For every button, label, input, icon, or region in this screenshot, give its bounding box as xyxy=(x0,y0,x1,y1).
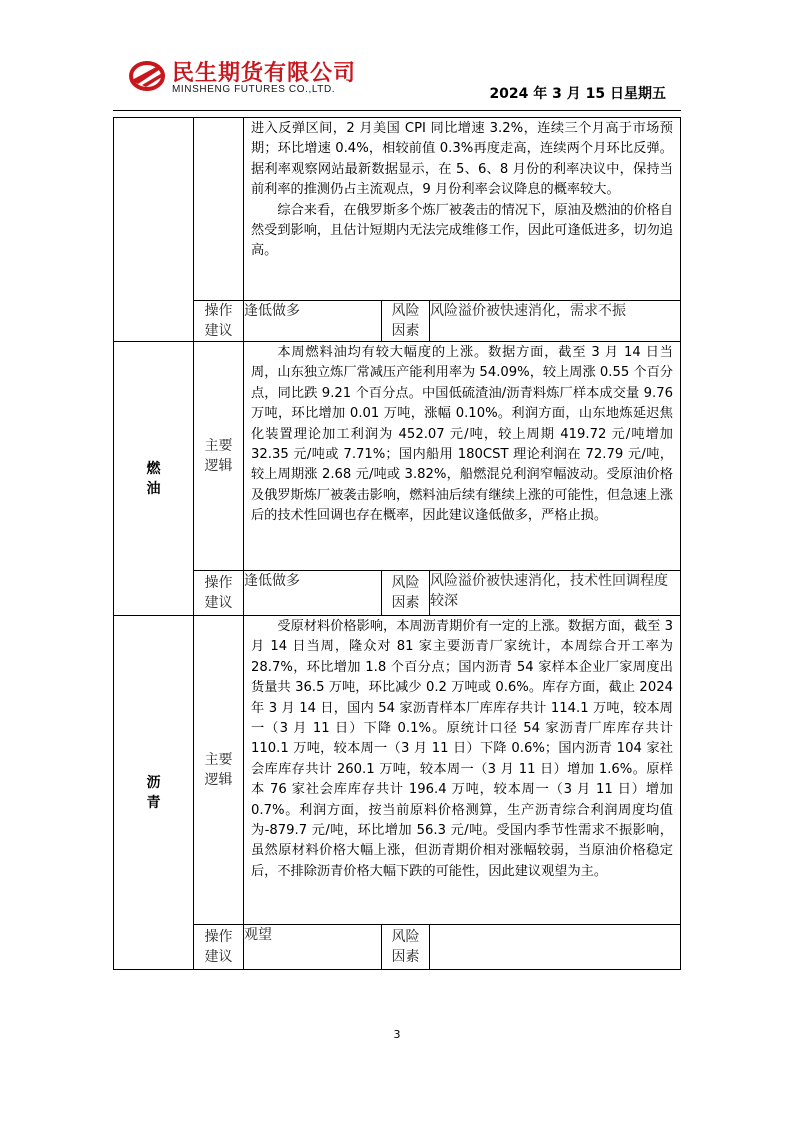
operation-label-line: 建议 xyxy=(204,949,233,965)
risk-value xyxy=(430,925,681,970)
strategy-table xyxy=(113,117,681,970)
logic-content-cell xyxy=(244,616,681,925)
logic-label-cell xyxy=(194,342,244,571)
section-name-line: 燃 xyxy=(146,460,161,477)
risk-label-line: 风险 xyxy=(391,303,420,319)
risk-label-cell xyxy=(382,571,430,616)
logic-paragraph: 综合来看，在俄罗斯多个炼厂被袭击的情况下，原油及燃油的价格自然受到影响，且估计短期内无法完成维修工作，因此可逢低进多，切勿追高。 xyxy=(251,202,674,259)
operation-label-cell xyxy=(194,571,244,616)
company-logo xyxy=(128,56,368,104)
section-name-cell xyxy=(114,342,194,616)
logic-label-line: 逻辑 xyxy=(204,458,233,474)
operation-value: 观望 xyxy=(244,925,382,970)
logic-content-cell xyxy=(244,118,681,301)
logic-text xyxy=(244,616,680,882)
risk-value: 风险溢价被快速消化，技术性回调程度较深 xyxy=(430,571,681,616)
logic-label-line: 主要 xyxy=(204,438,233,454)
operation-label-line: 操作 xyxy=(204,929,233,945)
section-name-cell xyxy=(114,616,194,970)
logic-paragraph: 本周燃料油均有较大幅度的上涨。数据方面，截至 3 月 14 日当周，山东独立炼厂常减压产能利用率为 54.09%，较上周涨 0.55 个百分点，同比跌 9.21 个百分点。中国低硫渣油/沥青料炼厂样本成交量 9.76 万吨，环比增加 0.01 万吨，涨幅 0.10%。利润方面，山东地炼延迟焦化装置理论加工利润为 452.07 元/吨，较上周期 419.72 元/吨增加 32.35 元/吨或 7.71%；国内船用 180CST 理论利润在 72.79 元/吨，较上周期涨 2.68 元/吨或 3.82%，船燃混兑利润窄幅波动。受原油价格及俄罗斯炼厂被袭击影响，燃料油后续有继续上涨的可能性，但急速上涨后的技术性回调也存在概率，因此建议逢低做多，严格止损。 xyxy=(251,345,673,524)
logic-label-line: 逻辑 xyxy=(204,772,233,788)
logic-text xyxy=(244,342,680,527)
table-row xyxy=(114,571,681,616)
operation-label-line: 操作 xyxy=(204,303,233,319)
risk-label-line: 因素 xyxy=(391,323,420,339)
logic-text xyxy=(244,118,680,262)
report-date: 2024 年 3 月 15 日星期五 xyxy=(489,86,666,102)
table-row xyxy=(114,118,681,301)
section-name-line: 油 xyxy=(146,480,161,497)
risk-label-line: 风险 xyxy=(391,929,420,945)
minsheng-logo-icon xyxy=(128,58,166,92)
logic-label-line: 主要 xyxy=(204,752,233,768)
table-row xyxy=(114,616,681,925)
operation-label-cell xyxy=(194,301,244,342)
table-row xyxy=(114,301,681,342)
logo-english-name: MINSHENG FUTURES CO.,LTD. xyxy=(172,84,336,95)
risk-label-line: 因素 xyxy=(391,949,420,965)
logic-paragraph: 受原材料价格影响，本周沥青期价有一定的上涨。数据方面，截至 3 月 14 日当周，隆众对 81 家主要沥青厂家统计，本周综合开工率为 28.7%，环比增加 1.8 个百分点；国内沥青 54 家样本企业厂家周度出货量共 36.5 万吨，环比减少 0.2 万吨或 0.6%。库存方面，截止 2024 年 3 月 14 日，国内 54 家沥青样本厂库库存共计 114.1 万吨，较本周一（3 月 11 日）下降 0.1%。原统计口径 54 家沥青厂库库存共计 110.1 万吨，较本周一（3 月 11 日）下降 0.6%；国内沥青 104 家社会库库存共计 260.1 万吨，较本周一（3 月 11 日）增加 1.6%。原样本 76 家社会库库存共计 196.4 万吨，较本周一（3 月 11 日）增加 0.7%。利润方面，按当前原料价格测算，生产沥青综合利润周度均值为-879.7 元/吨，环比增加 56.3 元/吨。受国内季节性需求不振影响，虽然原材料价格大幅上涨，但沥青期价相对涨幅较弱，当原油价格稳定后，不排除沥青价格大幅下跌的可能性，因此建议观望为主。 xyxy=(251,619,673,879)
operation-label-line: 操作 xyxy=(204,575,233,591)
operation-label-line: 建议 xyxy=(204,595,233,611)
risk-label-cell xyxy=(382,925,430,970)
logic-label-cell xyxy=(194,118,244,301)
operation-label-line: 建议 xyxy=(204,323,233,339)
risk-value: 风险溢价被快速消化，需求不振 xyxy=(430,301,681,342)
section-name-line: 沥 xyxy=(146,774,161,791)
page-number: 3 xyxy=(393,1028,401,1041)
risk-label-line: 因素 xyxy=(391,595,420,611)
header-rule xyxy=(113,110,681,111)
logo-chinese-name: 民生期货有限公司 xyxy=(172,61,357,86)
section-name-line: 青 xyxy=(146,794,161,811)
logic-paragraph: 进入反弹区间，2 月美国 CPI 同比增速 3.2%，连续三个月高于市场预期；环比增速 0.4%，相较前值 0.3%再度走高，连续两个月环比反弹。据利率观察网站最新数据显示，在 5、6、8 月份的利率决议中，保持当前利率的推测仍占主流观点，9 月份利率会议降息的概率较大。 xyxy=(251,121,673,198)
section-name-cell xyxy=(114,118,194,342)
risk-label-cell xyxy=(382,301,430,342)
operation-label-cell xyxy=(194,925,244,970)
table-row xyxy=(114,342,681,571)
operation-value: 逢低做多 xyxy=(244,301,382,342)
logic-content-cell xyxy=(244,342,681,571)
logic-label-cell xyxy=(194,616,244,925)
operation-value: 逢低做多 xyxy=(244,571,382,616)
table-row xyxy=(114,925,681,970)
risk-label-line: 风险 xyxy=(391,575,420,591)
